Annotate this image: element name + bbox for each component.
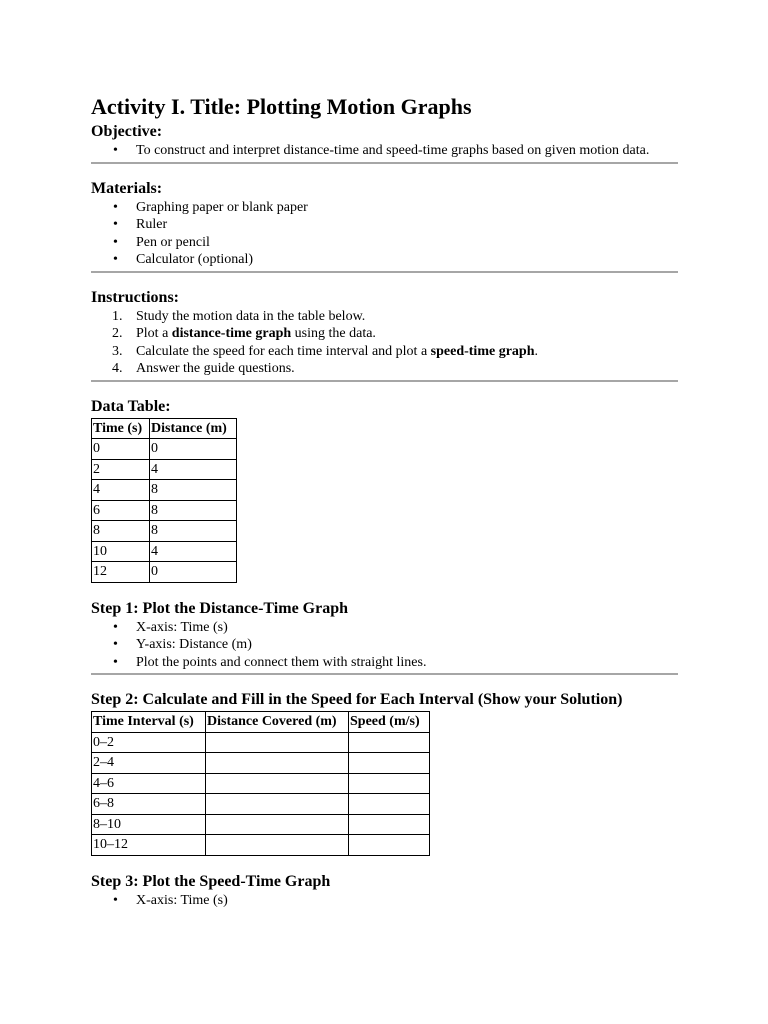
table-cell: 4	[150, 459, 237, 480]
instructions-heading: Instructions:	[91, 288, 180, 306]
table-cell: 10–12	[92, 835, 206, 856]
column-header: Time (s)	[92, 418, 150, 439]
list-item: 1. Study the motion data in the table below.	[112, 308, 366, 324]
column-header: Speed (m/s)	[349, 712, 430, 733]
objective-list	[91, 142, 678, 160]
table-header-row	[92, 712, 430, 733]
document-page	[91, 92, 678, 909]
materials-heading: Materials:	[91, 179, 163, 197]
instructions-list	[91, 308, 678, 378]
table-cell: 8	[150, 500, 237, 521]
divider	[91, 673, 678, 675]
table-cell	[349, 814, 430, 835]
table-cell: 0	[150, 562, 237, 583]
table-row	[92, 794, 430, 815]
table-cell	[349, 773, 430, 794]
table-cell: 0–2	[92, 732, 206, 753]
table-row	[92, 732, 430, 753]
table-cell	[206, 814, 349, 835]
list-item: • Calculator (optional)	[91, 251, 678, 269]
step3-list	[91, 892, 678, 910]
step2-heading: Step 2: Calculate and Fill in the Speed for Each Interval (Show your Solution)	[91, 691, 623, 708]
step1-heading: Step 1: Plot the Distance-Time Graph	[91, 599, 349, 617]
table-cell	[349, 753, 430, 774]
column-header: Distance Covered (m)	[206, 712, 349, 733]
activity-title: Activity I. Title: Plotting Motion Graphs	[91, 94, 472, 119]
data-table	[91, 418, 237, 583]
table-cell: 6	[92, 500, 150, 521]
table-cell	[206, 753, 349, 774]
table-cell: 8–10	[92, 814, 206, 835]
table-row	[92, 521, 237, 542]
materials-list	[91, 199, 678, 269]
table-cell: 0	[150, 439, 237, 460]
list-item: • Pen or pencil	[91, 234, 678, 252]
table-row	[92, 753, 430, 774]
step3-heading: Step 3: Plot the Speed-Time Graph	[91, 872, 331, 890]
table-cell: 4	[92, 480, 150, 501]
table-row	[92, 814, 430, 835]
table-cell: 2–4	[92, 753, 206, 774]
table-row	[92, 835, 430, 856]
table-cell: 6–8	[92, 794, 206, 815]
table-cell: 2	[92, 459, 150, 480]
table-cell: 10	[92, 541, 150, 562]
list-item: • Plot the points and connect them with straight lines.	[91, 654, 678, 672]
list-item: 2. Plot a distance-time graph using the data.	[112, 326, 376, 341]
divider	[91, 380, 678, 382]
table-row	[92, 562, 237, 583]
table-cell: 12	[92, 562, 150, 583]
objective-heading: Objective:	[91, 123, 163, 140]
table-row	[92, 459, 237, 480]
list-item: • To construct and interpret distance-time and speed-time graphs based on given motion data.	[91, 142, 678, 160]
list-item: • Ruler	[91, 216, 678, 234]
table-row	[92, 773, 430, 794]
table-cell	[206, 732, 349, 753]
table-cell: 4–6	[92, 773, 206, 794]
list-item: • Y-axis: Distance (m)	[91, 636, 678, 654]
speed-table	[91, 711, 430, 856]
table-cell: 0	[92, 439, 150, 460]
table-row	[92, 439, 237, 460]
list-item: • X-axis: Time (s)	[91, 619, 678, 637]
data-table-heading: Data Table:	[91, 397, 171, 415]
column-header: Time Interval (s)	[92, 712, 206, 733]
list-item: • Graphing paper or blank paper	[91, 199, 678, 217]
table-cell	[349, 794, 430, 815]
table-row	[92, 541, 237, 562]
table-cell: 8	[92, 521, 150, 542]
table-cell	[206, 835, 349, 856]
table-cell: 4	[150, 541, 237, 562]
table-cell	[206, 773, 349, 794]
table-header-row	[92, 418, 237, 439]
table-row	[92, 500, 237, 521]
divider	[91, 271, 678, 273]
table-cell: 8	[150, 521, 237, 542]
list-item: • X-axis: Time (s)	[91, 892, 678, 910]
table-cell	[349, 732, 430, 753]
list-item: 4. Answer the guide questions.	[112, 361, 295, 376]
table-row	[92, 480, 237, 501]
table-cell	[206, 794, 349, 815]
list-item: 3. Calculate the speed for each time interval and plot a speed-time graph.	[112, 343, 538, 359]
table-cell	[349, 835, 430, 856]
step1-list	[91, 619, 678, 672]
table-cell: 8	[150, 480, 237, 501]
divider	[91, 162, 678, 164]
column-header: Distance (m)	[150, 418, 237, 439]
